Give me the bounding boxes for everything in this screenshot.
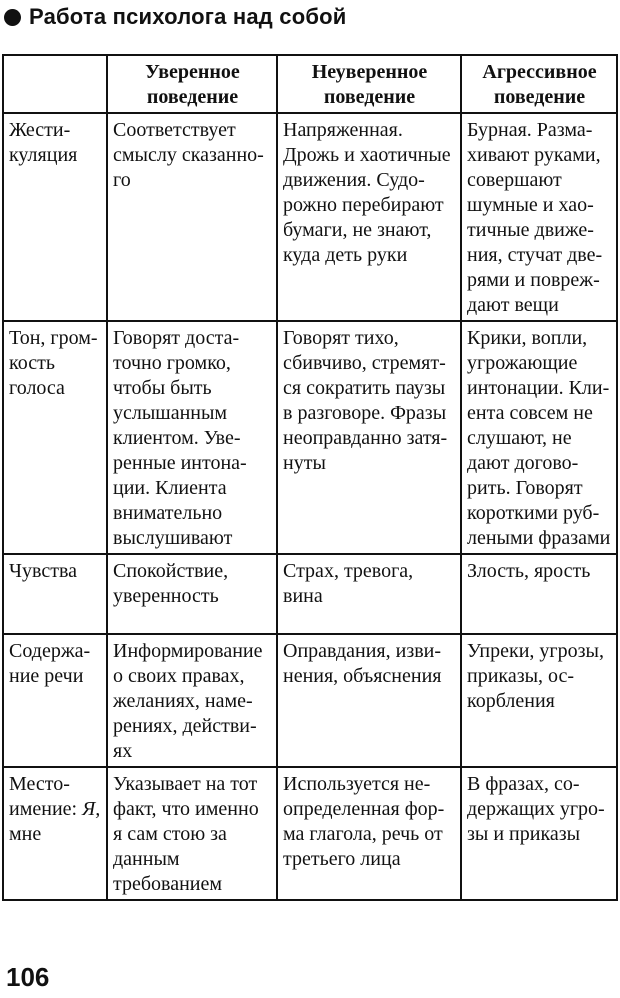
table-cell: Страх, тревога, вина	[277, 554, 461, 634]
table-cell: Говорят тихо, сбивчиво, стремят- ся сократить паузы в разговоре. Фразы неоправданно затя- нуты	[277, 321, 461, 554]
table-cell: Соответствует смыслу сказанно- го	[107, 113, 277, 321]
row-label-prefix: Место- имение:	[9, 773, 78, 820]
header-cell-empty	[3, 55, 107, 113]
row-label: Содержа- ние речи	[3, 634, 107, 767]
row-label-suffix: мне	[9, 823, 42, 845]
row-label: Тон, гром- кость голоса	[3, 321, 107, 554]
header-cell-aggressive: Агрессивное поведение	[461, 55, 617, 113]
table-row	[3, 767, 617, 900]
row-label: Чувства	[3, 554, 107, 634]
header-cell-confident: Уверенное поведение	[107, 55, 277, 113]
table-cell: Крики, вопли, угрожающие интонации. Кли- ента совсем не слушают, не дают догово- рить. Говорят короткими руб- леными фразами	[461, 321, 617, 554]
table-row	[3, 634, 617, 767]
table-row	[3, 554, 617, 634]
section-title: Работа психолога над собой	[29, 4, 347, 29]
table-cell: Указывает на тот факт, что именно я сам стою за данным требованием	[107, 767, 277, 900]
table-cell: Оправдания, изви- нения, объяснения	[277, 634, 461, 767]
table-cell: Спокойствие, уверенность	[107, 554, 277, 634]
table-header-row	[3, 55, 617, 113]
table-cell: Напряженная. Дрожь и хаотичные движения. Судо- рожно перебирают бумаги, не знают, куда деть руки	[277, 113, 461, 321]
behavior-comparison-table	[2, 54, 618, 901]
table-row	[3, 321, 617, 554]
table-cell: Злость, ярость	[461, 554, 617, 634]
table-cell: Используется не- определенная фор- ма глагола, речь от третьего лица	[277, 767, 461, 900]
table-cell: В фразах, со- держащих угро- зы и приказы	[461, 767, 617, 900]
header-cell-unconfident: Неуверенное поведение	[277, 55, 461, 113]
bullet-icon	[4, 9, 21, 26]
table-row	[3, 113, 617, 321]
table-cell: Информирование о своих правах, желаниях, наме- рениях, действи- ях	[107, 634, 277, 767]
page-header	[4, 2, 347, 32]
row-label: Жести- куляция	[3, 113, 107, 321]
table-cell: Говорят доста- точно громко, чтобы быть услышанным клиентом. Уве- ренные интона- ции. Клиента внимательно выслушивают	[107, 321, 277, 554]
row-label	[3, 767, 107, 900]
table-cell: Бурная. Разма- хивают руками, совершают шумные и хао- тичные движе- ния, стучат две- рями и повреж- дают вещи	[461, 113, 617, 321]
table-cell: Упреки, угрозы, приказы, ос- корбления	[461, 634, 617, 767]
page-number: 106	[6, 962, 50, 992]
row-label-italic: Я,	[82, 798, 101, 820]
